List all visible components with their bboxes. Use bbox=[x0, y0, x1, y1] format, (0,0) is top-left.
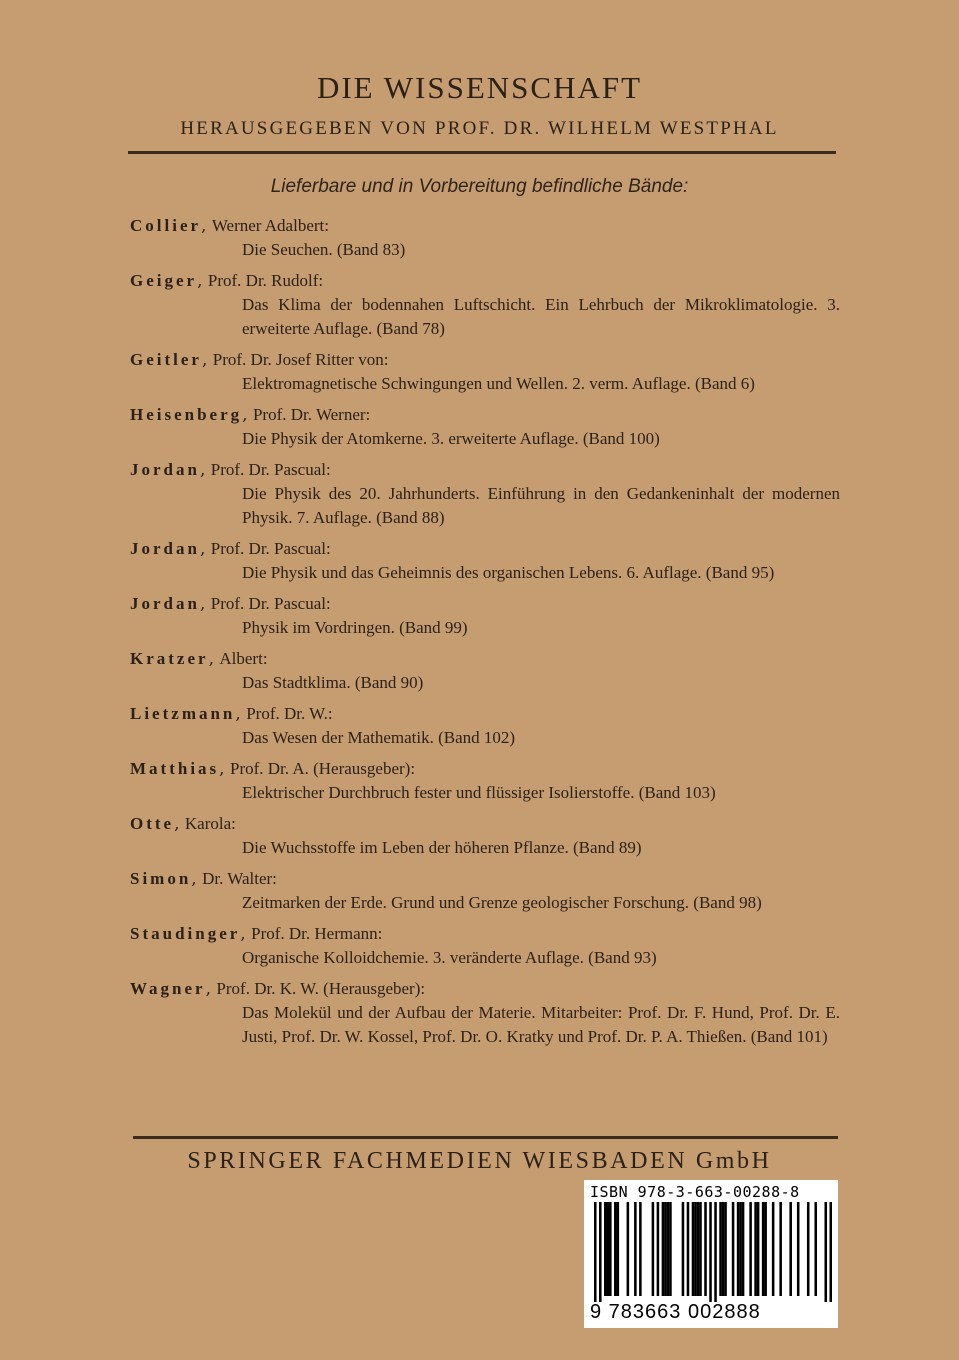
author-separator: , bbox=[191, 869, 203, 889]
entry-author bbox=[130, 403, 840, 427]
entry-author bbox=[130, 867, 840, 891]
author-surname: Geitler bbox=[130, 350, 202, 369]
author-surname: Lietzmann bbox=[130, 704, 236, 723]
barcode-bar bbox=[694, 1202, 697, 1296]
entry-work-title: Die Wuchsstoffe im Leben der höheren Pflanze. (Band 89) bbox=[242, 838, 642, 857]
entry-work-title: Elektrischer Durchbruch fester und flüssiger Isolierstoffe. (Band 103) bbox=[242, 783, 716, 802]
volume-entry bbox=[130, 458, 840, 530]
author-given-name: Prof. Dr. Josef Ritter von: bbox=[212, 350, 389, 369]
barcode-bar bbox=[824, 1202, 827, 1302]
volume-entry bbox=[130, 537, 840, 585]
barcode-bar bbox=[667, 1202, 670, 1296]
author-given-name: Prof. Dr. Pascual: bbox=[210, 594, 331, 613]
volume-entry bbox=[130, 403, 840, 451]
barcode-bar bbox=[789, 1202, 792, 1296]
author-surname: Kratzer bbox=[130, 649, 209, 668]
author-surname: Jordan bbox=[130, 594, 200, 613]
barcode-bar bbox=[754, 1202, 757, 1296]
entry-author bbox=[130, 269, 840, 293]
barcode-bar bbox=[657, 1202, 660, 1296]
entry-work-title: Das Stadtklima. (Band 90) bbox=[242, 673, 424, 692]
barcode-bar bbox=[739, 1202, 742, 1296]
entry-author bbox=[130, 977, 840, 1001]
entry-work-title: Elektromagnetische Schwingungen und Wellen. 2. verm. Auflage. (Band 6) bbox=[242, 374, 755, 393]
entry-author bbox=[130, 757, 840, 781]
barcode-bar bbox=[749, 1202, 752, 1296]
barcode-bar bbox=[722, 1202, 725, 1296]
author-surname: Geiger bbox=[130, 271, 198, 290]
barcode-bar bbox=[814, 1202, 817, 1296]
entry-author bbox=[130, 592, 840, 616]
barcode-bar bbox=[724, 1202, 727, 1296]
barcode-bar bbox=[762, 1202, 765, 1296]
top-divider bbox=[128, 151, 836, 154]
author-surname: Simon bbox=[130, 869, 192, 888]
author-surname: Wagner bbox=[130, 979, 206, 998]
entry-author bbox=[130, 348, 840, 372]
isbn-label: ISBN 978-3-663-00288-8 bbox=[590, 1183, 800, 1201]
barcode-bar bbox=[757, 1202, 760, 1296]
author-separator: , bbox=[199, 594, 211, 614]
entry-work-title: Die Physik des 20. Jahrhunderts. Einführung in den Gedankeninhalt der modernen Physik. 7. Auflage. (Band 88) bbox=[242, 484, 840, 527]
author-given-name: Prof. Dr. K. W. (Herausgeber): bbox=[216, 979, 426, 998]
barcode-bar bbox=[687, 1202, 690, 1296]
volume-entry bbox=[130, 977, 840, 1049]
series-title: DIE WISSENSCHAFT bbox=[316, 70, 643, 105]
barcode-bar bbox=[719, 1202, 722, 1296]
volume-entry bbox=[130, 702, 840, 750]
bottom-divider bbox=[133, 1136, 838, 1139]
author-given-name: Prof. Dr. Rudolf: bbox=[207, 271, 324, 290]
entry-author bbox=[130, 922, 840, 946]
barcode-bar bbox=[692, 1202, 695, 1296]
barcode-bar bbox=[764, 1202, 767, 1296]
author-separator: , bbox=[208, 649, 220, 669]
barcode-bar bbox=[599, 1202, 602, 1302]
author-surname: Staudinger bbox=[130, 924, 241, 943]
barcode-bar bbox=[797, 1202, 800, 1296]
isbn-barcode bbox=[584, 1180, 838, 1328]
entry-author bbox=[130, 812, 840, 836]
barcode-bar bbox=[669, 1202, 672, 1296]
author-separator: , bbox=[235, 704, 247, 724]
entry-work-title: Zeitmarken der Erde. Grund und Grenze geologischer Forschung. (Band 98) bbox=[242, 893, 762, 912]
barcode-bar bbox=[634, 1202, 637, 1296]
volume-entry bbox=[130, 647, 840, 695]
author-separator: , bbox=[219, 759, 230, 779]
volume-entry bbox=[130, 348, 840, 396]
author-surname: Jordan bbox=[130, 539, 200, 558]
volume-list bbox=[130, 214, 840, 1056]
author-separator: , bbox=[201, 216, 212, 236]
volume-entry bbox=[130, 214, 840, 262]
author-given-name: Prof. Dr. A. (Herausgeber): bbox=[229, 759, 416, 778]
volume-entry bbox=[130, 867, 840, 915]
barcode-bar bbox=[709, 1202, 712, 1302]
barcode-bar bbox=[779, 1202, 782, 1296]
volume-entry bbox=[130, 757, 840, 805]
barcode-bar bbox=[664, 1202, 667, 1296]
author-given-name: Albert: bbox=[219, 649, 268, 668]
entry-author bbox=[130, 702, 840, 726]
author-separator: , bbox=[240, 924, 252, 944]
barcode-bar bbox=[614, 1202, 617, 1296]
barcode-bar bbox=[652, 1202, 655, 1296]
barcode-bar bbox=[617, 1202, 620, 1296]
barcode-bar bbox=[627, 1202, 630, 1296]
barcode-bar bbox=[699, 1202, 702, 1296]
entry-work-title: Das Klima der bodennahen Luftschicht. Ein Lehrbuch der Mikroklimatologie. 3. erweiterte Auflage. (Band 78) bbox=[242, 295, 840, 338]
entry-work-title: Organische Kolloidchemie. 3. veränderte Auflage. (Band 93) bbox=[242, 948, 657, 967]
barcode-bar bbox=[662, 1202, 665, 1296]
barcode-bar bbox=[732, 1202, 735, 1296]
author-separator: , bbox=[205, 979, 217, 999]
author-given-name: Karola: bbox=[184, 814, 236, 833]
entry-work-title: Physik im Vordringen. (Band 99) bbox=[242, 618, 468, 637]
entry-author bbox=[130, 537, 840, 561]
author-given-name: Prof. Dr. Pascual: bbox=[210, 539, 331, 558]
barcode-bar bbox=[594, 1202, 597, 1302]
author-surname: Jordan bbox=[130, 460, 200, 479]
volume-entry bbox=[130, 269, 840, 341]
entry-work-title: Die Physik der Atomkerne. 3. erweiterte Auflage. (Band 100) bbox=[242, 429, 660, 448]
barcode-bar bbox=[772, 1202, 775, 1296]
author-surname: Otte bbox=[130, 814, 175, 833]
author-separator: , bbox=[199, 539, 211, 559]
volume-entry bbox=[130, 922, 840, 970]
entry-work-title: Die Seuchen. (Band 83) bbox=[242, 240, 406, 259]
author-surname: Collier bbox=[130, 216, 202, 235]
author-given-name: Werner Adalbert: bbox=[211, 216, 329, 235]
author-given-name: Prof. Dr. Pascual: bbox=[210, 460, 331, 479]
barcode-bar bbox=[807, 1202, 810, 1296]
barcode-bar bbox=[737, 1202, 740, 1296]
publisher-name: SPRINGER FACHMEDIEN WIESBADEN GmbH bbox=[187, 1148, 772, 1174]
barcode-bar bbox=[639, 1202, 642, 1296]
entry-work-title: Das Wesen der Mathematik. (Band 102) bbox=[242, 728, 516, 747]
list-subtitle: Lieferbare und in Vorbereitung befindliche Bände: bbox=[270, 176, 689, 197]
barcode-bar bbox=[697, 1202, 700, 1296]
author-surname: Matthias bbox=[130, 759, 220, 778]
entry-work-title: Das Molekül und der Aufbau der Materie. Mitarbeiter: Prof. Dr. F. Hund, Prof. Dr. E. Justi, Prof. Dr. W. Kossel, Prof. Dr. O. Kratky und Prof. Dr. P. A. Thießen. (Band 101) bbox=[242, 1003, 840, 1046]
author-separator: , bbox=[201, 350, 213, 370]
barcode-bar bbox=[607, 1202, 610, 1296]
author-separator: , bbox=[174, 814, 185, 834]
entry-author bbox=[130, 647, 840, 671]
author-separator: , bbox=[199, 460, 211, 480]
author-given-name: Prof. Dr. Hermann: bbox=[251, 924, 383, 943]
author-separator: , bbox=[197, 271, 208, 291]
barcode-bar bbox=[714, 1202, 717, 1302]
barcode-bar bbox=[609, 1202, 612, 1296]
barcode-bar bbox=[829, 1202, 832, 1302]
author-given-name: Prof. Dr. W.: bbox=[246, 704, 333, 723]
volume-entry bbox=[130, 812, 840, 860]
author-separator: , bbox=[242, 405, 253, 425]
entry-author bbox=[130, 214, 840, 238]
barcode-bar bbox=[682, 1202, 685, 1296]
series-editor: HERAUSGEGEBEN VON PROF. DR. WILHELM WESTPHAL bbox=[180, 118, 779, 139]
author-given-name: Dr. Walter: bbox=[202, 869, 277, 888]
volume-entry bbox=[130, 592, 840, 640]
entry-work-title: Die Physik und das Geheimnis des organischen Lebens. 6. Auflage. (Band 95) bbox=[242, 563, 775, 582]
barcode-bar bbox=[604, 1202, 607, 1296]
barcode-bar bbox=[742, 1202, 745, 1296]
entry-author bbox=[130, 458, 840, 482]
barcode-digits: 9 783663 002888 bbox=[590, 1301, 761, 1323]
barcode-bar bbox=[704, 1202, 707, 1296]
barcode-bars bbox=[594, 1202, 832, 1302]
author-surname: Heisenberg bbox=[130, 405, 243, 424]
author-given-name: Prof. Dr. Werner: bbox=[252, 405, 371, 424]
